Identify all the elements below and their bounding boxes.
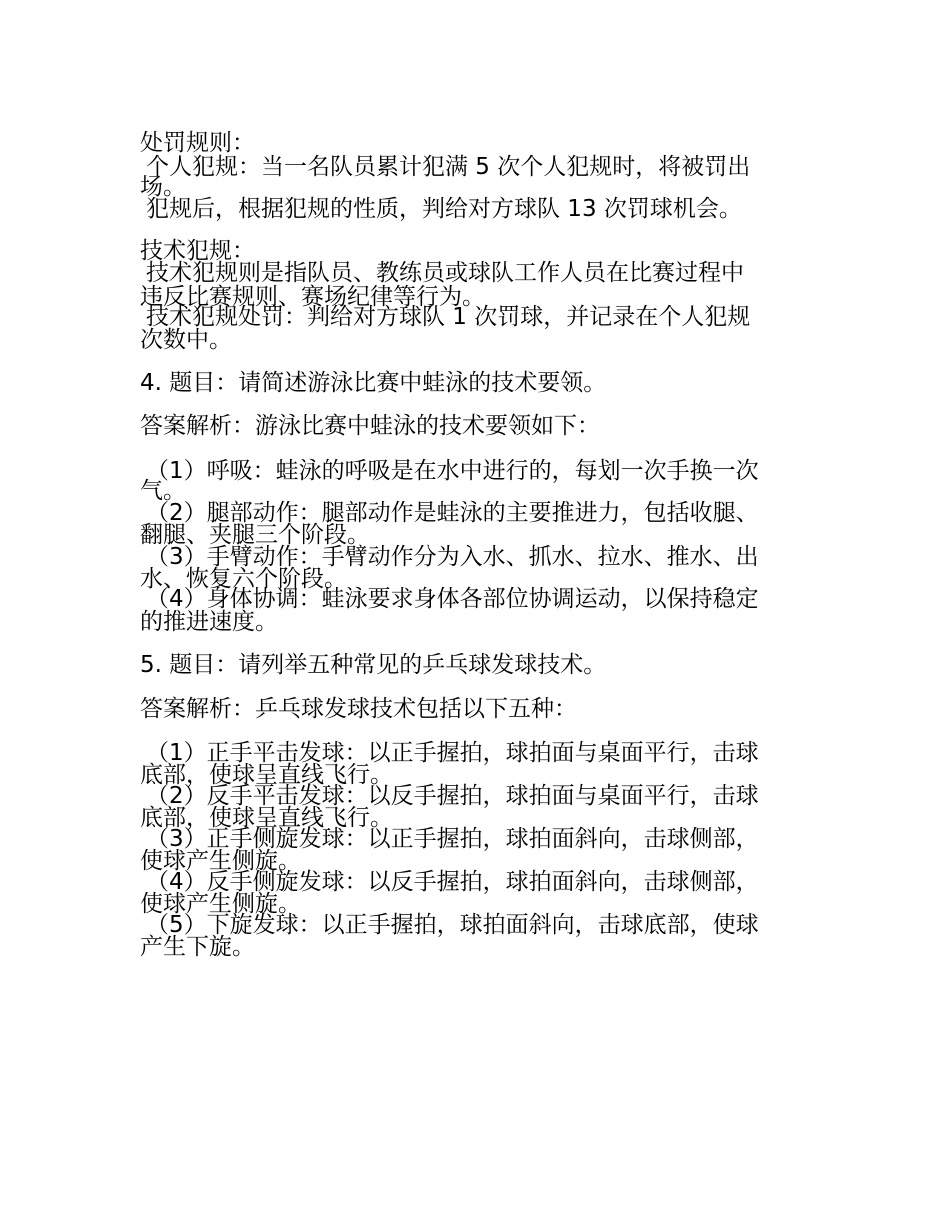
personal-foul-line1: 个人犯规：当一名队员累计犯满 5 次个人犯规时，将被罚出: [146, 154, 751, 180]
penalty-heading: 处罚规则：: [140, 130, 255, 156]
q4-item-3-line1: （3）手臂动作：手臂动作分为入水、抓水、拉水、推水、出: [146, 544, 759, 570]
q4-item-4-line2: 的推进速度。: [140, 609, 278, 635]
q5-item-2-line2: 底部，使球呈直线飞行。: [140, 805, 393, 831]
q4-item-1-line2: 气。: [140, 478, 186, 504]
q5-answer-intro: 答案解析：乒乓球发球技术包括以下五种：: [140, 696, 577, 722]
technical-penalty-line2: 次数中。: [140, 327, 232, 353]
q4-question: 4. 题目：请简述游泳比赛中蛙泳的技术要领。: [140, 370, 607, 396]
technical-heading: 技术犯规：: [140, 238, 255, 264]
q5-item-3-line1: （3）正手侧旋发球：以正手握拍，球拍面斜向，击球侧部，: [146, 826, 759, 852]
q5-item-4-line2: 使球产生侧旋。: [140, 891, 301, 917]
q5-item-5-line1: （5）下旋发球：以正手握拍，球拍面斜向，击球底部，使球: [146, 912, 759, 938]
q5-question: 5. 题目：请列举五种常见的乒乓球发球技术。: [140, 652, 607, 678]
q5-item-2-line1: （2）反手平击发球：以反手握拍，球拍面与桌面平行，击球: [146, 783, 759, 809]
after-foul-text: 犯规后，根据犯规的性质，判给对方球队 13 次罚球机会。: [146, 196, 742, 222]
technical-penalty-line1: 技术犯规处罚：判给对方球队 1 次罚球，并记录在个人犯规: [146, 304, 751, 330]
q4-item-2-line1: （2）腿部动作：腿部动作是蛙泳的主要推进力，包括收腿、: [146, 500, 759, 526]
q5-item-1-line2: 底部，使球呈直线飞行。: [140, 762, 393, 788]
q5-item-5-line2: 产生下旋。: [140, 934, 255, 960]
q4-item-2-line2: 翻腿、夹腿三个阶段。: [140, 522, 370, 548]
q4-item-3-line2: 水、恢复六个阶段。: [140, 566, 347, 592]
q4-answer-intro: 答案解析：游泳比赛中蛙泳的技术要领如下：: [140, 413, 600, 439]
technical-rule-line1: 技术犯规则是指队员、教练员或球队工作人员在比赛过程中: [146, 260, 744, 286]
q5-item-3-line2: 使球产生侧旋。: [140, 848, 301, 874]
q4-item-4-line1: （4）身体协调：蛙泳要求身体各部位协调运动，以保持稳定: [146, 586, 759, 612]
q4-item-1-line1: （1）呼吸：蛙泳的呼吸是在水中进行的，每划一次手换一次: [146, 458, 759, 484]
q5-item-4-line1: （4）反手侧旋发球：以反手握拍，球拍面斜向，击球侧部，: [146, 869, 759, 895]
technical-rule-line2: 违反比赛规则、赛场纪律等行为。: [140, 284, 485, 310]
personal-foul-line2: 场。: [140, 174, 186, 200]
q5-item-1-line1: （1）正手平击发球：以正手握拍，球拍面与桌面平行，击球: [146, 740, 759, 766]
